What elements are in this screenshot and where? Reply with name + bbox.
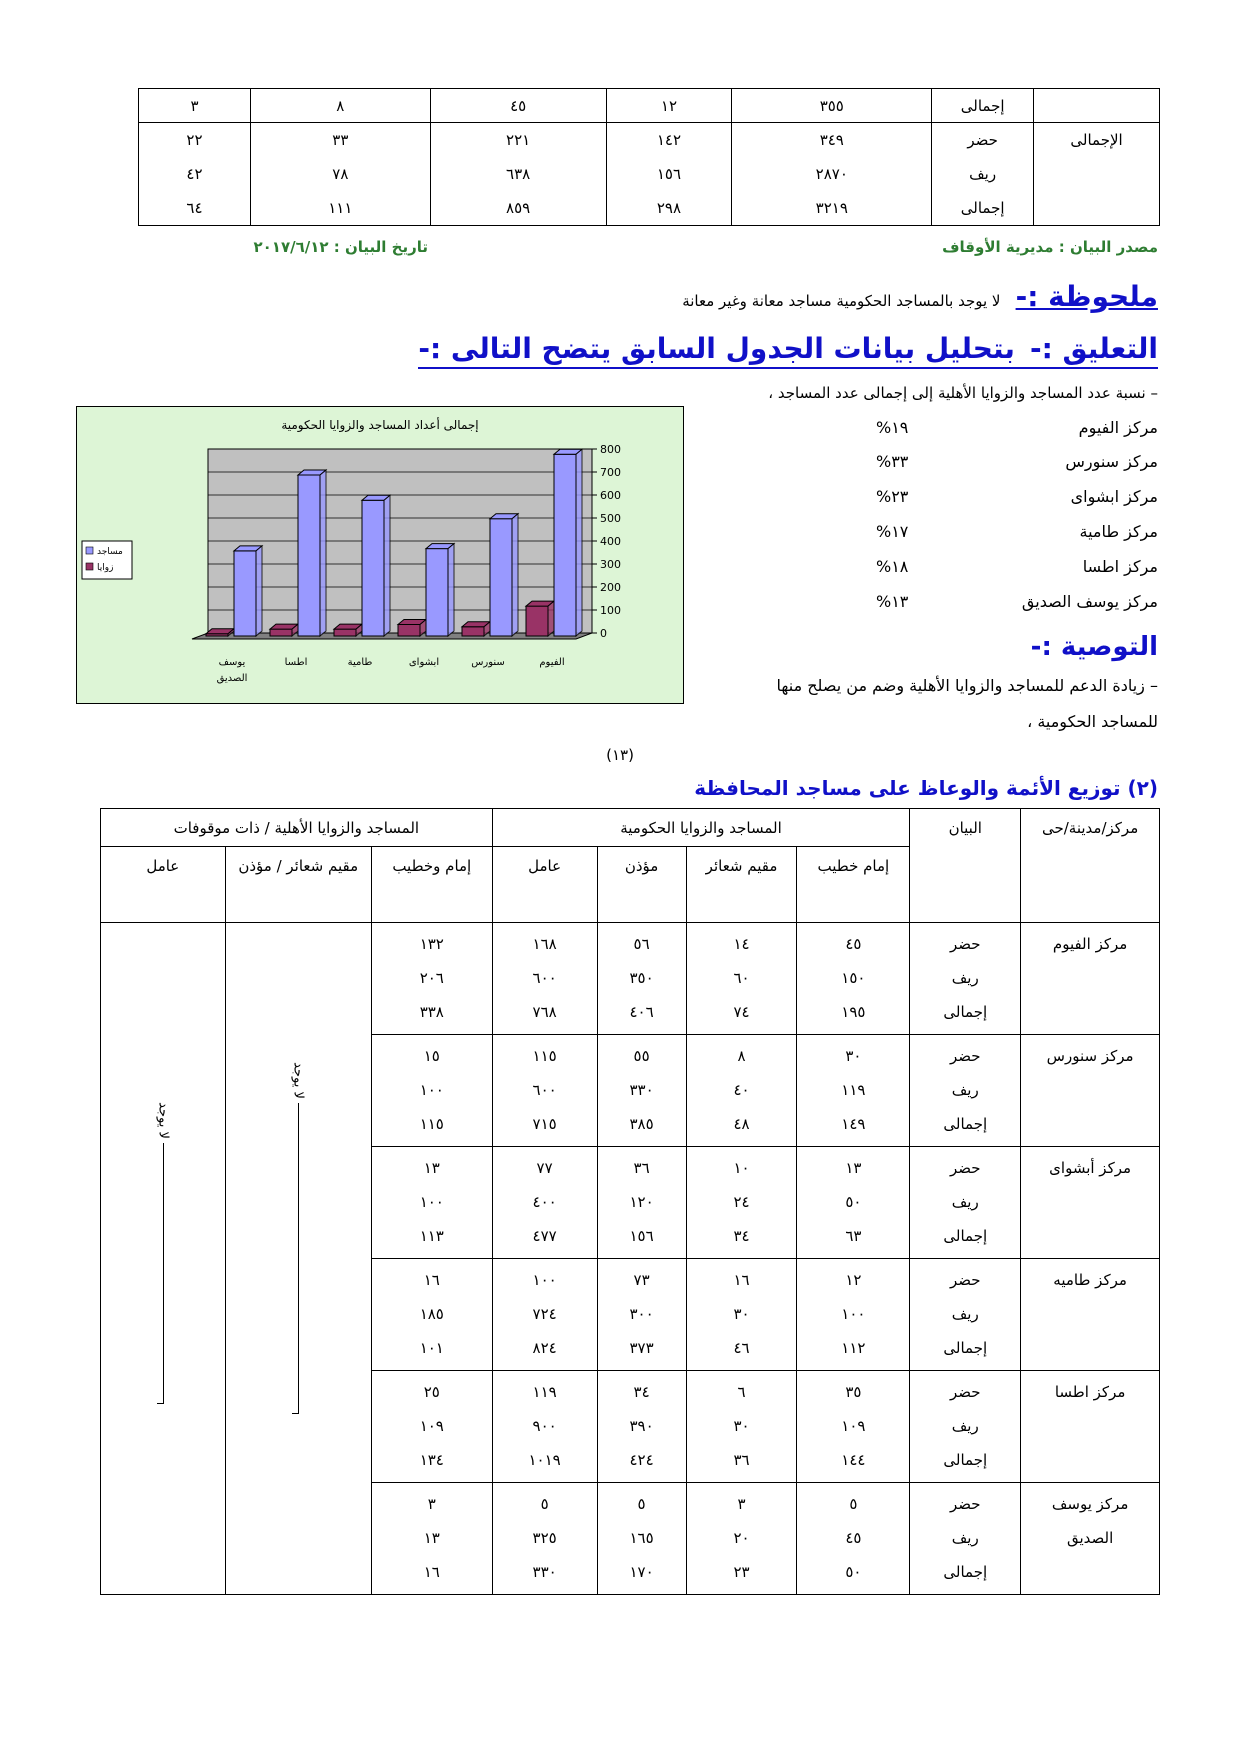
gov-value-cell: ٧٣ ٣٠٠ ٣٧٣ — [597, 1259, 686, 1371]
ratio-value: ١٩% — [876, 418, 909, 437]
x-tick-label-line2: الصديق — [216, 673, 248, 684]
bar-masajid — [554, 454, 576, 636]
gov-value-cell: ٣ ٢٠ ٢٣ — [686, 1483, 797, 1595]
header-private-worker: عامل — [101, 847, 226, 923]
y-tick-label: 100 — [600, 604, 621, 617]
y-tick-label: 400 — [600, 535, 621, 548]
ratio-value: ١٨% — [876, 557, 909, 576]
ratio-item — [876, 452, 1158, 471]
top-value-column: ٢٢ ٤٢ ٦٤ — [139, 123, 251, 226]
top-summary-table — [138, 88, 1160, 226]
bar-masajid-side — [576, 449, 582, 636]
chart-panel — [76, 406, 684, 704]
data-date: تاريخ البيان : ٢٠١٧/٦/١٢ — [253, 238, 428, 256]
bar-masajid — [234, 551, 256, 636]
header-statement: البيان — [910, 809, 1021, 923]
header-gov-group: المساجد والزوايا الحكومية — [492, 809, 910, 847]
gov-value-cell: ٣٠ ١١٩ ١٤٩ — [797, 1035, 910, 1147]
header-center: مركز/مدينة/حى — [1021, 809, 1160, 923]
gov-value-cell: ١٦ ٣٠ ٤٦ — [686, 1259, 797, 1371]
legend-label: زوايا — [97, 563, 114, 573]
private-muqim-cell — [225, 923, 371, 1595]
x-tick-label: يوسف — [218, 657, 246, 668]
page-number: (١٣) — [606, 746, 634, 764]
bar-chart — [77, 407, 683, 703]
private-imam-cell: ١٣٢ ٢٠٦ ٣٣٨ — [371, 923, 492, 1035]
ratio-item — [876, 522, 1158, 541]
bar-zawaya — [398, 625, 420, 637]
ratio-name: مركز ابشواى — [1070, 487, 1158, 506]
header-gov-muezzin: مؤذن — [597, 847, 686, 923]
none-vertical-line — [298, 1103, 299, 1413]
ratio-value: ٢٣% — [876, 487, 909, 506]
top-value-cell: ١٢ — [606, 89, 732, 123]
ratio-intro: – نسبة عدد المساجد والزوايا الأهلية إلى إجمالى عدد المساجد ، — [768, 384, 1158, 402]
bar-zawaya — [526, 606, 548, 636]
legend-label: مساجد — [97, 547, 123, 557]
center-cell: مركز سنورس — [1021, 1035, 1160, 1147]
center-cell: مركز طاميه — [1021, 1259, 1160, 1371]
bar-masajid-side — [320, 470, 326, 636]
table-row — [101, 923, 1160, 1035]
private-imam-cell: ٣ ١٣ ١٦ — [371, 1483, 492, 1595]
x-tick-label: سنورس — [471, 657, 505, 668]
top-value-column: ٣٤٩ ٢٨٧٠ ٣٢١٩ — [732, 123, 932, 226]
header-gov-worker: عامل — [492, 847, 597, 923]
private-imam-cell: ١٣ ١٠٠ ١١٣ — [371, 1147, 492, 1259]
center-cell: مركز الفيوم — [1021, 923, 1160, 1035]
statement-cell: حضر ريف إجمالى — [910, 1371, 1021, 1483]
bar-zawaya — [270, 629, 292, 636]
y-tick-label: 0 — [600, 627, 607, 640]
gov-value-cell: ١١٥ ٦٠٠ ٧١٥ — [492, 1035, 597, 1147]
ratio-name: مركز طامية — [1079, 522, 1158, 541]
bar-masajid — [490, 519, 512, 636]
y-tick-label: 700 — [600, 466, 621, 479]
gov-value-cell: ٧٧ ٤٠٠ ٤٧٧ — [492, 1147, 597, 1259]
ratio-name: مركز اطسا — [1082, 557, 1158, 576]
header-private-imam: إمام وخطيب — [371, 847, 492, 923]
bar-zawaya — [462, 627, 484, 636]
private-imam-cell: ٢٥ ١٠٩ ١٣٤ — [371, 1371, 492, 1483]
data-source: مصدر البيان : مديرية الأوقاف — [942, 238, 1158, 256]
ratio-item — [876, 487, 1158, 506]
gov-value-cell: ٥٦ ٣٥٠ ٤٠٦ — [597, 923, 686, 1035]
recommendation-line-2: للمساجد الحكومية ، — [1027, 712, 1158, 731]
none-line-tick — [157, 1403, 164, 1404]
note-label: ملحوظة :- — [1015, 280, 1158, 313]
legend-swatch — [86, 563, 93, 570]
comment-text: بتحليل بيانات الجدول السابق يتضح التالى :- — [418, 332, 1015, 365]
statement-cell: حضر ريف إجمالى — [910, 1035, 1021, 1147]
top-value-column: ٣٣ ٧٨ ١١١ — [250, 123, 430, 226]
top-group-total-cell: الإجمالى — [1034, 123, 1160, 226]
recommendation-line-1: – زيادة الدعم للمساجد والزوايا الأهلية وضم من يصلح منها — [776, 676, 1158, 695]
header-private-muqim: مقيم شعائر / مؤذن — [225, 847, 371, 923]
top-value-column: ١٤٢ ١٥٦ ٢٩٨ — [606, 123, 732, 226]
y-tick-label: 200 — [600, 581, 621, 594]
note-text: لا يوجد بالمساجد الحكومية مساجد معانة وغير معانة — [682, 292, 1001, 310]
top-type-cell: إجمالى — [932, 89, 1034, 123]
gov-value-cell: ١١٩ ٩٠٠ ١٠١٩ — [492, 1371, 597, 1483]
center-cell: مركز يوسف الصديق — [1021, 1483, 1160, 1595]
statement-cell: حضر ريف إجمالى — [910, 1259, 1021, 1371]
gov-value-cell: ٥٥ ٣٣٠ ٣٨٥ — [597, 1035, 686, 1147]
gov-value-cell: ١٦٨ ٦٠٠ ٧٦٨ — [492, 923, 597, 1035]
gov-value-cell: ١٣ ٥٠ ٦٣ — [797, 1147, 910, 1259]
y-tick-label: 600 — [600, 489, 621, 502]
statement-cell: حضر ريف إجمالى — [910, 1483, 1021, 1595]
header-private-group: المساجد والزوايا الأهلية / ذات موقوفات — [101, 809, 493, 847]
ratio-item — [876, 418, 1158, 437]
x-tick-label: الفيوم — [539, 657, 565, 668]
ratio-name: مركز سنورس — [1065, 452, 1158, 471]
note-block — [682, 280, 1158, 313]
bar-masajid-side — [512, 514, 518, 636]
y-tick-label: 800 — [600, 443, 621, 456]
gov-value-cell: ٥ ١٦٥ ١٧٠ — [597, 1483, 686, 1595]
ratio-value: ١٧% — [876, 522, 909, 541]
statement-cell: حضر ريف إجمالى — [910, 923, 1021, 1035]
top-value-cell: ٣٥٥ — [732, 89, 932, 123]
ratio-item — [876, 592, 1158, 611]
gov-value-cell: ٦ ٣٠ ٣٦ — [686, 1371, 797, 1483]
ratio-value: ١٣% — [876, 592, 909, 611]
header-gov-muqim: مقيم شعائر — [686, 847, 797, 923]
gov-value-cell: ٨ ٤٠ ٤٨ — [686, 1035, 797, 1147]
top-value-cell: ٤٥ — [430, 89, 606, 123]
x-tick-label: اطسا — [284, 657, 308, 668]
bar-masajid-side — [384, 495, 390, 636]
statement-cell: حضر ريف إجمالى — [910, 1147, 1021, 1259]
top-value-column: ٢٢١ ٦٣٨ ٨٥٩ — [430, 123, 606, 226]
x-tick-label: طامية — [347, 657, 373, 668]
none-vertical-label: لا يوجد — [290, 1062, 306, 1099]
gov-value-cell: ٥ ٤٥ ٥٠ — [797, 1483, 910, 1595]
gov-value-cell: ١٤ ٦٠ ٧٤ — [686, 923, 797, 1035]
bar-masajid — [426, 549, 448, 636]
legend-swatch — [86, 547, 93, 554]
top-value-cell: ٨ — [250, 89, 430, 123]
chart-title: إجمالى أعداد المساجد والزوايا الحكومية — [281, 418, 479, 432]
none-line-tick — [292, 1413, 299, 1414]
gov-value-cell: ٣٤ ٣٩٠ ٤٢٤ — [597, 1371, 686, 1483]
gov-value-cell: ٤٥ ١٥٠ ١٩٥ — [797, 923, 910, 1035]
gov-value-cell: ٣٦ ١٢٠ ١٥٦ — [597, 1147, 686, 1259]
ratio-item — [876, 557, 1158, 576]
ratio-name: مركز الفيوم — [1078, 418, 1158, 437]
private-worker-cell — [101, 923, 226, 1595]
x-tick-label: ابشواى — [408, 657, 440, 668]
center-cell: مركز أبشواى — [1021, 1147, 1160, 1259]
comment-block — [418, 332, 1158, 369]
gov-value-cell: ٣٥ ١٠٩ ١٤٤ — [797, 1371, 910, 1483]
top-value-cell: ٣ — [139, 89, 251, 123]
private-imam-cell: ١٥ ١٠٠ ١١٥ — [371, 1035, 492, 1147]
bar-zawaya — [334, 629, 356, 636]
imams-distribution-table — [100, 808, 1160, 1595]
top-type-column: حضر ريف إجمالى — [932, 123, 1034, 226]
gov-value-cell: ١٠٠ ٧٢٤ ٨٢٤ — [492, 1259, 597, 1371]
none-vertical-line — [163, 1143, 164, 1403]
top-group-cell — [1034, 89, 1160, 123]
none-vertical-label: لا يوجد — [155, 1102, 171, 1139]
bar-masajid — [362, 500, 384, 636]
header-gov-imam: إمام خطيب — [797, 847, 910, 923]
y-tick-label: 500 — [600, 512, 621, 525]
bar-zawaya-side — [548, 601, 554, 636]
center-cell: مركز اطسا — [1021, 1371, 1160, 1483]
bar-masajid-side — [256, 546, 262, 636]
gov-value-cell: ١٠ ٢٤ ٣٤ — [686, 1147, 797, 1259]
recommendation-label: التوصية :- — [1030, 632, 1158, 662]
comment-label: التعليق :- — [1029, 332, 1158, 365]
gov-value-cell: ١٢ ١٠٠ ١١٢ — [797, 1259, 910, 1371]
ratio-value: ٣٣% — [876, 452, 909, 471]
gov-value-cell: ٥ ٣٢٥ ٣٣٠ — [492, 1483, 597, 1595]
bar-masajid — [298, 475, 320, 636]
y-tick-label: 300 — [600, 558, 621, 571]
ratio-name: مركز يوسف الصديق — [1021, 592, 1158, 611]
bar-masajid-side — [448, 544, 454, 636]
private-imam-cell: ١٦ ١٨٥ ١٠١ — [371, 1259, 492, 1371]
section-title: (٢) توزيع الأئمة والوعاظ على مساجد المحافظة — [694, 776, 1158, 800]
